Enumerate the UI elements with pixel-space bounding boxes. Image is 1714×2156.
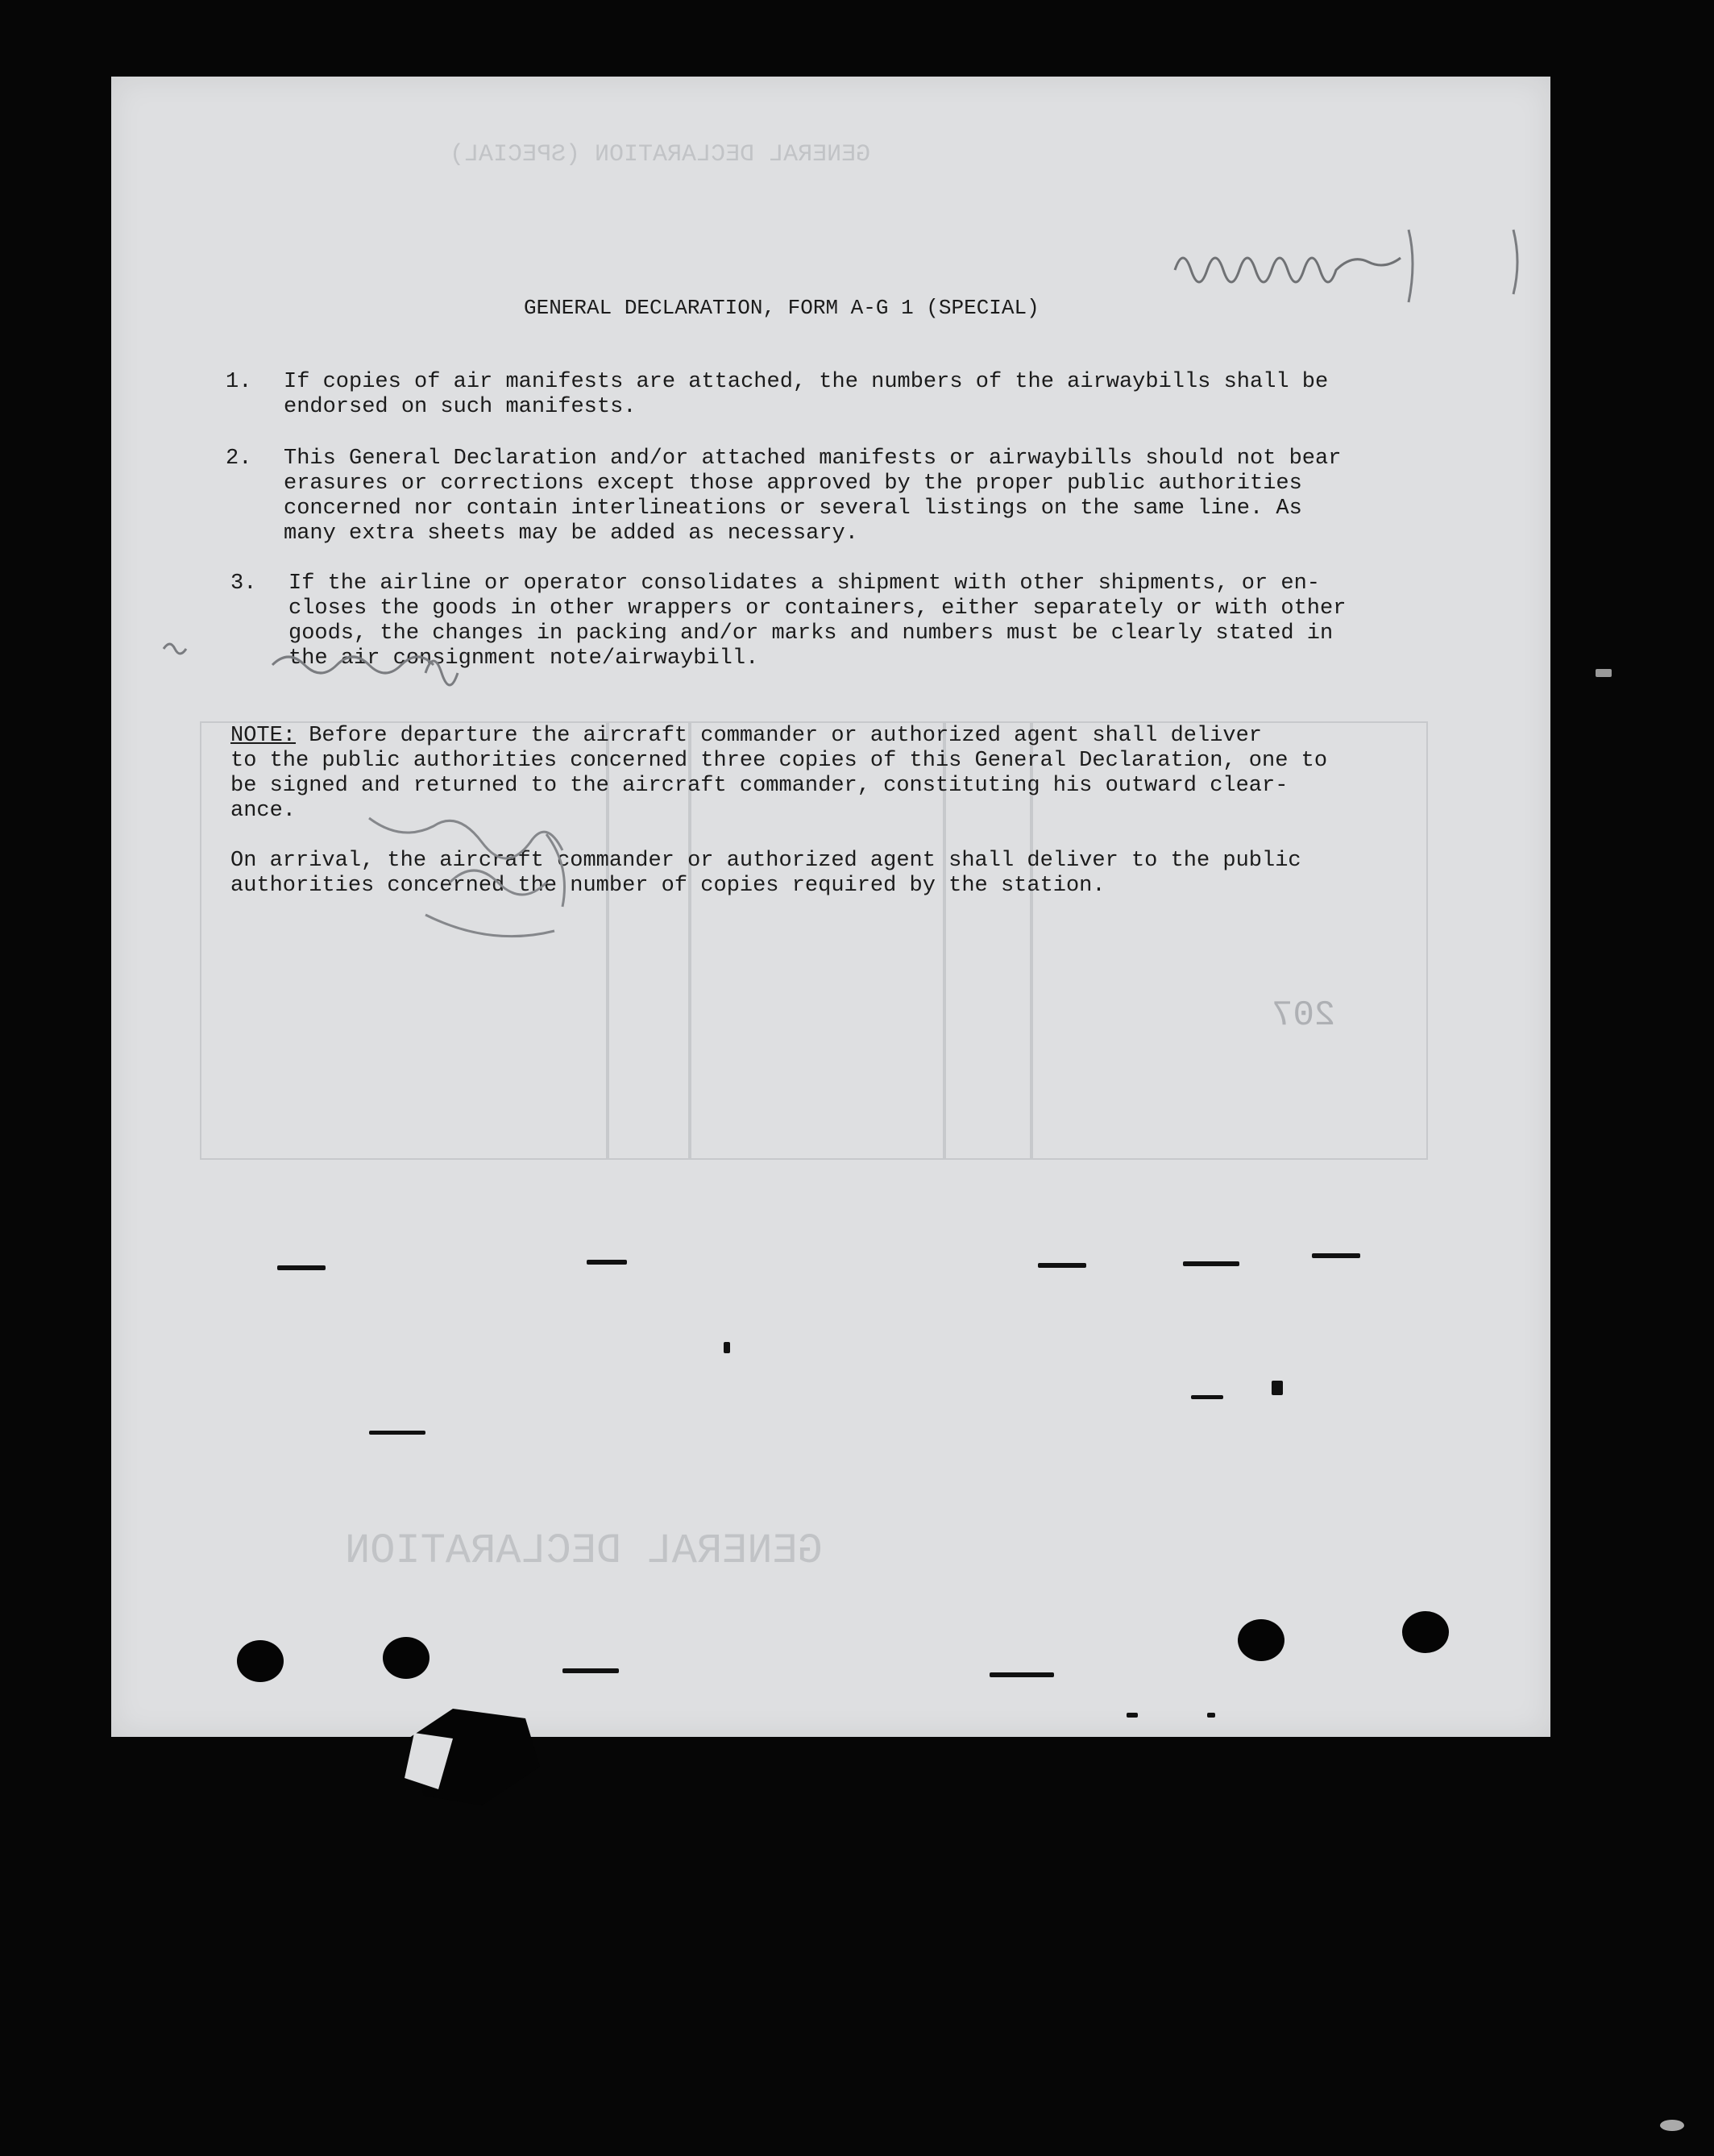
punch-hole xyxy=(1238,1619,1284,1661)
form-title: GENERAL DECLARATION, FORM A-G 1 (SPECIAL) xyxy=(524,296,1040,320)
ink-speck xyxy=(1207,1713,1215,1718)
text-line: On arrival, the aircraft commander or authorized agent shall deliver to the public xyxy=(230,849,1301,873)
ink-speck xyxy=(1272,1381,1283,1395)
bleed-through-text: GENERAL DECLARATION (SPECIAL) xyxy=(450,141,871,168)
text-line: This General Declaration and/or attached manifests or airwaybills should not bear xyxy=(284,447,1342,471)
ink-speck xyxy=(1312,1253,1360,1258)
text-line xyxy=(230,724,1423,749)
text-line: the air consignment note/airwaybill. xyxy=(288,646,759,671)
bleed-through-text: 207 xyxy=(1272,995,1336,1036)
text-line: ance. xyxy=(230,799,297,823)
ink-speck xyxy=(562,1668,619,1673)
text-line: authorities concerned the number of copies required by the station. xyxy=(230,874,1106,898)
ink-speck xyxy=(1191,1395,1223,1399)
document-page xyxy=(111,77,1550,1737)
ink-speck xyxy=(1127,1713,1138,1718)
text-line: many extra sheets may be added as necessary. xyxy=(284,521,858,546)
text-line: be signed and returned to the aircraft commander, constituting his outward clear- xyxy=(230,774,1289,798)
text-line: If copies of air manifests are attached, the numbers of the airwaybills shall be xyxy=(284,370,1329,394)
note-paragraph xyxy=(230,724,1423,824)
punch-hole xyxy=(1402,1611,1449,1653)
text-line: erasures or corrections except those approved by the proper public authorities xyxy=(284,471,1302,496)
ink-speck xyxy=(1038,1263,1086,1268)
text-line: closes the goods in other wrappers or containers, either separately or with other xyxy=(288,596,1347,621)
text-line: Before departure the aircraft commander or authorized agent shall deliver xyxy=(296,724,1263,748)
item-text xyxy=(284,370,1428,420)
ink-speck xyxy=(990,1672,1054,1677)
text-line: concerned nor contain interlineations or several listings on the same line. As xyxy=(284,496,1302,521)
arrival-paragraph xyxy=(230,849,1423,899)
punch-hole xyxy=(383,1637,430,1679)
ink-speck xyxy=(1660,2120,1684,2131)
text-line: endorsed on such manifests. xyxy=(284,395,637,419)
ink-speck xyxy=(587,1260,627,1265)
ink-speck xyxy=(724,1342,730,1353)
item-text xyxy=(288,571,1433,671)
handwritten-scribble xyxy=(1167,222,1546,334)
ink-speck xyxy=(1596,669,1612,677)
text-line: to the public authorities concerned three copies of this General Declaration, one to xyxy=(230,749,1328,773)
item-number: 1. xyxy=(226,370,252,394)
ink-speck xyxy=(277,1265,326,1270)
ink-speck xyxy=(1183,1261,1239,1266)
text-line: If the airline or operator consolidates a shipment with other shipments, or en- xyxy=(288,571,1321,596)
punch-hole xyxy=(237,1640,284,1682)
note-label: NOTE: xyxy=(230,724,297,748)
item-number: 2. xyxy=(226,447,252,471)
bleed-through-text: GENERAL DECLARATION xyxy=(345,1527,823,1575)
ink-speck xyxy=(369,1431,425,1435)
item-number: 3. xyxy=(230,571,257,596)
item-text xyxy=(284,447,1428,546)
text-line: goods, the changes in packing and/or marks and numbers must be clearly stated in xyxy=(288,621,1334,646)
